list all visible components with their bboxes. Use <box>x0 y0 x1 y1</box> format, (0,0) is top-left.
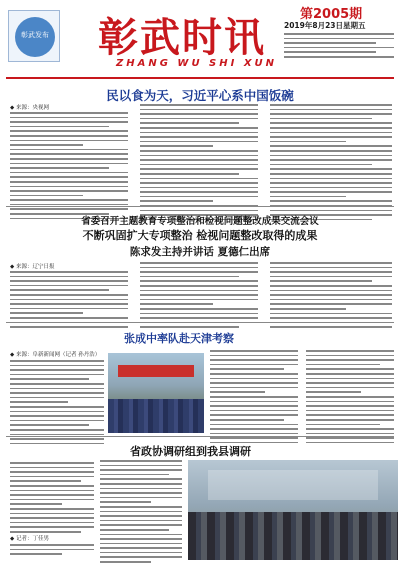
byline-cctv: ◆ 来源：央视网 <box>10 105 49 111</box>
article4-col1b <box>10 544 94 558</box>
photo-backdrop <box>208 470 378 500</box>
article4-col1 <box>10 462 94 536</box>
photo-banner <box>118 365 194 377</box>
byline-liaoning-daily: ◆ 来源：辽宁日报 <box>10 264 55 270</box>
byline-reporter: ◆ 记者：丁佳男 <box>10 536 49 542</box>
headline-provincial-meeting-main: 不断巩固扩大专项整治 检视问题整改取得的成果 <box>82 229 318 242</box>
section-divider-3 <box>6 436 394 437</box>
headline-cppcc-research: 省政协调研组到我县调研 <box>130 445 251 458</box>
masthead-rule <box>6 77 394 79</box>
headline-food-security: 民以食为天，习近平心系中国饭碗 <box>106 88 294 103</box>
article2-col3 <box>270 262 392 331</box>
article4-col2 <box>100 460 182 564</box>
byline-fuxin-news: ◆ 来源：阜新新闻网（记者 孙丹浩） <box>10 352 101 358</box>
photo-cppcc-research <box>188 460 398 560</box>
article3-col1 <box>10 360 104 447</box>
photo-people <box>188 512 398 560</box>
photo-tianjin-visit <box>108 353 204 433</box>
headline-tianjin-visit: 张成中率队赴天津考察 <box>124 332 234 345</box>
article3-col2 <box>210 350 298 446</box>
issue-number: 第2005期 <box>300 7 363 22</box>
article3-col3 <box>306 350 394 446</box>
headline-provincial-meeting-top: 省委召开主题教育专项整治和检视问题整改成果交流会议 <box>81 216 319 227</box>
publisher-info <box>284 33 394 61</box>
section-divider-1 <box>6 206 394 207</box>
masthead <box>0 0 400 80</box>
headline-provincial-meeting-sub: 陈求发主持并讲话 夏德仁出席 <box>129 246 271 258</box>
qr-code <box>8 10 60 62</box>
newspaper-pinyin: ZHANG WU SHI XUN <box>116 58 278 69</box>
newspaper-title: 彰武时讯 <box>98 14 266 61</box>
issue-date: 2019年8月23日星期五 <box>284 21 366 30</box>
qr-label: 彰武发布 <box>21 31 49 39</box>
photo-crowd <box>108 399 204 433</box>
article2-col2 <box>140 262 258 331</box>
section-divider-2 <box>6 322 394 323</box>
